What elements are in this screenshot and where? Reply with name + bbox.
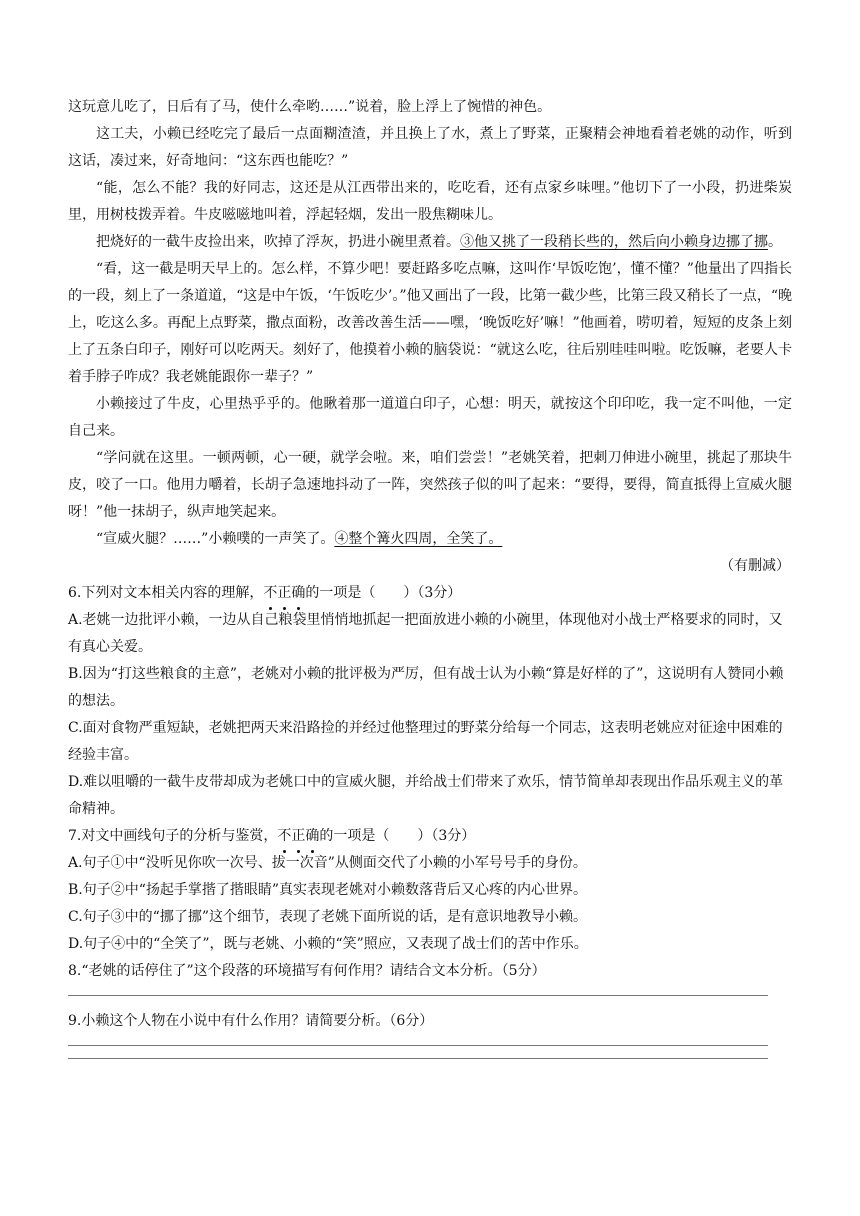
emphasis-char: 不 [277,823,291,850]
emphasis-char: 不 [263,580,277,607]
emphasis-char: 正 [291,823,305,850]
question-7-stem [68,823,792,850]
question-6-pre: 6.下列对文本相关内容的理解， [68,585,264,601]
answer-line-9-2[interactable] [68,1058,768,1059]
question-7-option-a: A.句子①中“没听见你吹一次号、拔一次音”从侧面交代了小赖的小军号号手的身份。 [68,855,587,871]
story-paragraph-1: 这玩意儿吃了，日后有了马，使什么牵哟……”说着，脸上浮上了惋惜的神色。 [68,99,552,115]
emphasis-char: 正 [277,580,291,607]
underlined-sentence-4: ④整个篝火四周，全笑了。 [334,531,503,547]
question-7-option-b: B.句子②中“扬起手掌揩了揩眼睛”真实表现老姚对小赖数落背后又心疼的内心世界。 [68,882,588,898]
question-6-post: 的一项是（ ）（3分） [305,585,462,601]
exam-page [68,94,792,1071]
question-8: 8.“老姚的话停住了”这个段落的环境描写有何作用？请结合文本分析。（5分） [68,963,546,979]
answer-line-9-1[interactable] [68,1045,768,1046]
emphasis-char: 确 [291,580,305,607]
answer-line-8[interactable] [68,995,768,996]
emphasis-char: 确 [305,823,319,850]
question-7-pre: 7.对文中画线句子的分析与鉴赏， [68,828,278,844]
question-6-option-b: B.因为“打这些粮食的主意”，老姚对小赖的批评极为严厉，但有战士认为小赖“算是好样的了”，这说明有人赞同小赖的想法。 [68,666,784,709]
story-paragraph-2: 这工夫，小赖已经吃完了最后一点面糊渣渣，并且换上了水，煮上了野菜，正聚精会神地看着老姚的动作，听到这话，凑过来，好奇地问：“这东西也能吃？” [68,126,792,169]
question-9: 9.小赖这个人物在小说中有什么作用？请简要分析。（6分） [68,1013,434,1029]
abridged-note: （有删减） [720,558,790,574]
story-paragraph-8-text: “宣威火腿？……”小赖噗的一声笑了。 [96,531,335,547]
story-paragraph-5: “看，这一截是明天早上的。怎么样，不算少吧！要赶路多吃点嘛，这叫作‘早饭吃饱’，懂不懂？”他量出了四指长的一段，刻上了一条道道，“这是中午饭，‘午饭吃少’。”他又画出了一段，比第一截少些，比第三段又稍长了一点，“晚上，吃这么多。再配上点野菜，撒点面粉，改善改善生活——嘿，‘晚饭吃好’嘛！”他画着，唠叨着，短短的皮条上刻上了五条白印子，刚好可以吃两天。刻好了，他摸着小赖的脑袋说：“就这么吃，往后别哇哇叫啦。吃饭嘛，老要人卡着手脖子咋成？我老姚能跟你一辈子？” [68,261,792,385]
question-6-option-a: A.老姚一边批评小赖，一边从自己粮袋里悄悄地抓起一把面放进小赖的小碗里，体现他对小战士严格要求的同时，又有真心关爱。 [68,612,783,655]
story-paragraph-4-text: 把烧好的一截牛皮捡出来，吹掉了浮灰，扔进小碗里煮着。 [96,234,460,250]
story-paragraph-8 [68,526,792,553]
question-6-option-c: C.面对食物严重短缺，老姚把两天来沿路捡的并经过他整理过的野菜分给每一个同志，这表明老姚应对征途中困难的经验丰富。 [68,720,783,763]
underlined-sentence-3: ③他又挑了一段稍长些的，然后向小赖身边挪了挪 [460,234,768,250]
question-6-option-d: D.难以咀嚼的一截牛皮带却成为老姚口中的宣威火腿，并给战士们带来了欢乐，情节简单却表现出作品乐观主义的革命精神。 [68,774,784,817]
period: 。 [768,234,782,250]
question-7-option-d: D.句子④中的“全笑了”，既与老姚、小赖的“笑”照应，又表现了战士们的苦中作乐。 [68,936,588,952]
story-paragraph-4 [68,229,792,256]
story-paragraph-7: “学问就在这里。一顿两顿，心一硬，就学会啦。来，咱们尝尝！”老姚笑着，把刺刀伸进小碗里，挑起了那块牛皮，咬了一口。他用力嚼着，长胡子急速地抖动了一阵，突然孩子似的叫了起来：“要得，要得，简直抵得上宣威火腿呀！”他一抹胡子，纵声地笑起来。 [68,450,792,520]
story-paragraph-3: “能，怎么不能？我的好同志，这还是从江西带出来的，吃吃看，还有点家乡味哩。”他切下了一小段，扔进柴炭里，用树枝拨弄着。牛皮嗞嗞地叫着，浮起轻烟，发出一股焦糊味儿。 [68,180,792,223]
question-6-stem [68,580,792,607]
story-paragraph-6: 小赖接过了牛皮，心里热乎乎的。他瞅着那一道道白印子，心想：明天，就按这个印印吃，我一定不叫他，一定自己来。 [68,396,792,439]
question-7-option-c: C.句子③中的“挪了挪”这个细节，表现了老姚下面所说的话，是有意识地教导小赖。 [68,909,587,925]
question-7-post: 的一项是（ ）（3分） [319,828,476,844]
